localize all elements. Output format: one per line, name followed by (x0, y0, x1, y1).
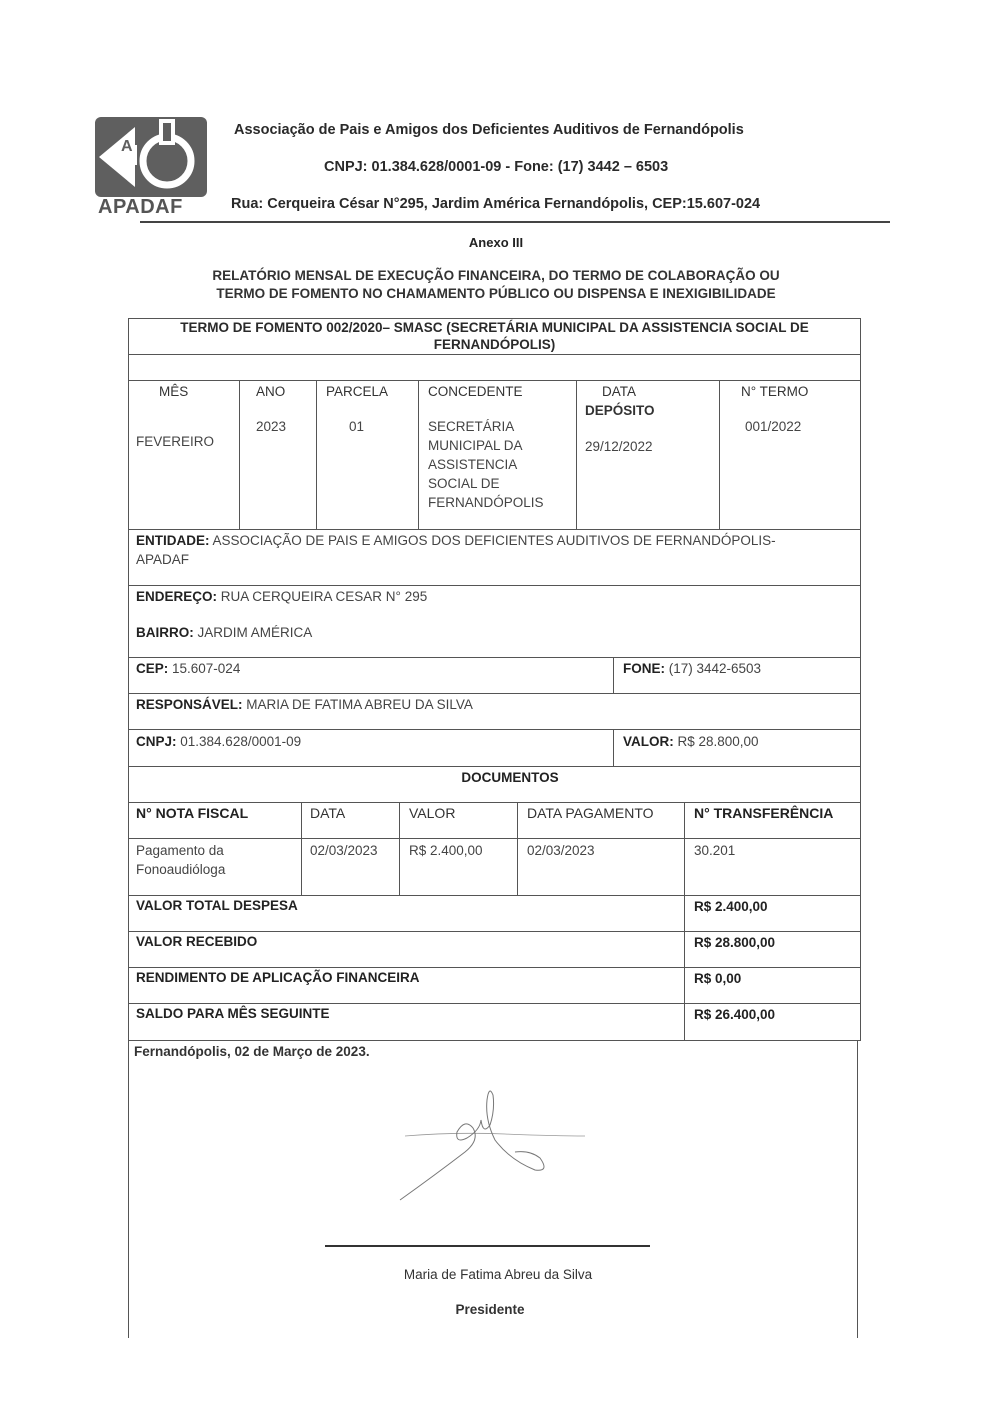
handwritten-signature-icon (395, 1080, 595, 1210)
valor-recebido-value: R$ 28.800,00 (694, 935, 776, 950)
row-line (128, 693, 861, 694)
value-concedente-3: ASSISTENCIA (428, 457, 518, 472)
col-line (684, 895, 685, 1040)
doc-header-transferencia: N° TRANSFERÊNCIA (694, 805, 834, 821)
cep-label: CEP: (136, 661, 169, 676)
cep-value: 15.607-024 (168, 661, 241, 676)
header-parcela: PARCELA (326, 384, 389, 399)
form-border-right-lower (857, 1040, 858, 1338)
signer-name: Maria de Fatima Abreu da Silva (403, 1267, 593, 1282)
annex-label: Anexo III (468, 235, 524, 250)
fone-line (623, 659, 761, 678)
doc-data-pagamento: 02/03/2023 (527, 843, 595, 858)
rendimento-label: RENDIMENTO DE APLICAÇÃO FINANCEIRA (136, 970, 420, 985)
signature (395, 1080, 595, 1210)
col-line (576, 380, 577, 529)
value-ano: 2023 (256, 419, 287, 434)
logo-name: APADAF (98, 196, 183, 218)
org-address: Rua: Cerqueira César N°295, Jardim América Fernandópolis, CEP:15.607-024 (231, 196, 761, 212)
bairro-value: JARDIM AMÉRICA (193, 625, 313, 640)
saldo-label: SALDO PARA MÊS SEGUINTE (136, 1006, 330, 1021)
doc-valor: R$ 2.400,00 (409, 843, 483, 858)
row-line (128, 1040, 861, 1041)
place-date: Fernandópolis, 02 de Março de 2023. (134, 1044, 370, 1059)
doc-header-valor: VALOR (409, 805, 456, 821)
col-line (239, 380, 240, 529)
value-termo: 001/2022 (745, 419, 802, 434)
responsavel-value: MARIA DE FATIMA ABREU DA SILVA (242, 697, 473, 712)
header-data: DATA (602, 384, 637, 399)
bairro-label: BAIRRO: (136, 625, 194, 640)
cnpj-value: 01.384.628/0001-09 (176, 734, 302, 749)
letterhead-divider (140, 221, 890, 223)
doc-header-nota: N° NOTA FISCAL (136, 805, 249, 821)
row-line (128, 802, 861, 803)
valor-value: R$ 28.800,00 (673, 734, 759, 749)
col-line (684, 802, 685, 895)
fone-label: FONE: (623, 661, 665, 676)
header-termo: N° TERMO (741, 384, 809, 399)
entidade-value-2: APADAF (136, 552, 190, 567)
valor-line (623, 732, 759, 751)
valor-recebido-label: VALOR RECEBIDO (136, 934, 258, 949)
cep-line (136, 659, 240, 678)
value-concedente-5: FERNANDÓPOLIS (428, 495, 544, 510)
row-line (128, 380, 861, 381)
signer-role: Presidente (455, 1302, 525, 1317)
apadaf-logo-icon (95, 117, 207, 197)
value-concedente-4: SOCIAL DE (428, 476, 500, 491)
entidade-value: ASSOCIAÇÃO DE PAIS E AMIGOS DOS DEFICIENTES AUDITIVOS DE FERNANDÓPOLIS- (209, 533, 776, 548)
header-concedente: CONCEDENTE (428, 384, 523, 399)
term-title-line2: FERNANDÓPOLIS) (433, 337, 556, 352)
col-line (613, 657, 614, 693)
term-title-line1: TERMO DE FOMENTO 002/2020– SMASC (SECRETÁRIA MUNICIPAL DA ASSISTENCIA SOCIAL DE (180, 320, 809, 335)
endereco-value: RUA CERQUEIRA CESAR N° 295 (217, 589, 428, 604)
row-line (128, 529, 861, 530)
org-name: Associação de Pais e Amigos dos Deficientes Auditivos de Fernandópolis (234, 122, 744, 138)
col-line (301, 802, 302, 895)
doc-nota-line2: Fonoaudióloga (136, 862, 226, 877)
logo-letter: A (121, 138, 133, 155)
value-parcela: 01 (349, 419, 365, 434)
header-mes: MÊS (159, 384, 189, 399)
cnpj-line (136, 732, 301, 751)
total-despesa-value: R$ 2.400,00 (694, 899, 768, 914)
report-title-line1: RELATÓRIO MENSAL DE EXECUÇÃO FINANCEIRA, DO TERMO DE COLABORAÇÃO OU (212, 268, 780, 283)
responsavel-line (136, 695, 473, 714)
row-line (128, 838, 861, 839)
rendimento-value: R$ 0,00 (694, 971, 742, 986)
value-concedente-1: SECRETÁRIA (428, 419, 515, 434)
doc-header-data-pagamento: DATA PAGAMENTO (527, 805, 654, 821)
logo (95, 117, 207, 197)
row-line (128, 657, 861, 658)
row-line (128, 354, 861, 355)
responsavel-label: RESPONSÁVEL: (136, 697, 243, 712)
doc-data: 02/03/2023 (310, 843, 378, 858)
col-line (517, 802, 518, 895)
endereco-line (136, 587, 427, 606)
saldo-value: R$ 26.400,00 (694, 1007, 776, 1022)
value-mes: FEVEREIRO (136, 434, 215, 449)
entidade-line (136, 531, 776, 550)
signature-line (325, 1245, 650, 1247)
col-line (399, 802, 400, 895)
form-border-left (128, 318, 129, 1338)
col-line (613, 729, 614, 766)
col-line (719, 380, 720, 529)
col-line (418, 380, 419, 529)
header-deposito: DEPÓSITO (585, 403, 655, 418)
header-ano: ANO (256, 384, 286, 399)
documentos-title: DOCUMENTOS (461, 770, 559, 785)
doc-transferencia: 30.201 (694, 843, 736, 858)
valor-label: VALOR: (623, 734, 674, 749)
entidade-label: ENTIDADE: (136, 533, 210, 548)
col-line (316, 380, 317, 529)
row-line (128, 585, 861, 586)
cnpj-label: CNPJ: (136, 734, 177, 749)
row-line (128, 318, 861, 319)
report-title-line2: TERMO DE FOMENTO NO CHAMAMENTO PÚBLICO OU DISPENSA E INEXIGIBILIDADE (216, 286, 776, 301)
value-data-deposito: 29/12/2022 (585, 439, 653, 454)
doc-nota-line1: Pagamento da (136, 843, 224, 858)
total-despesa-label: VALOR TOTAL DESPESA (136, 898, 298, 913)
bairro-line (136, 623, 312, 642)
value-concedente-2: MUNICIPAL DA (428, 438, 523, 453)
row-line (128, 729, 861, 730)
doc-header-data: DATA (310, 805, 346, 821)
row-line (128, 766, 861, 767)
org-cnpj-phone: CNPJ: 01.384.628/0001-09 - Fone: (17) 3442 – 6503 (324, 159, 669, 175)
endereco-label: ENDEREÇO: (136, 589, 218, 604)
fone-value: (17) 3442-6503 (665, 661, 762, 676)
